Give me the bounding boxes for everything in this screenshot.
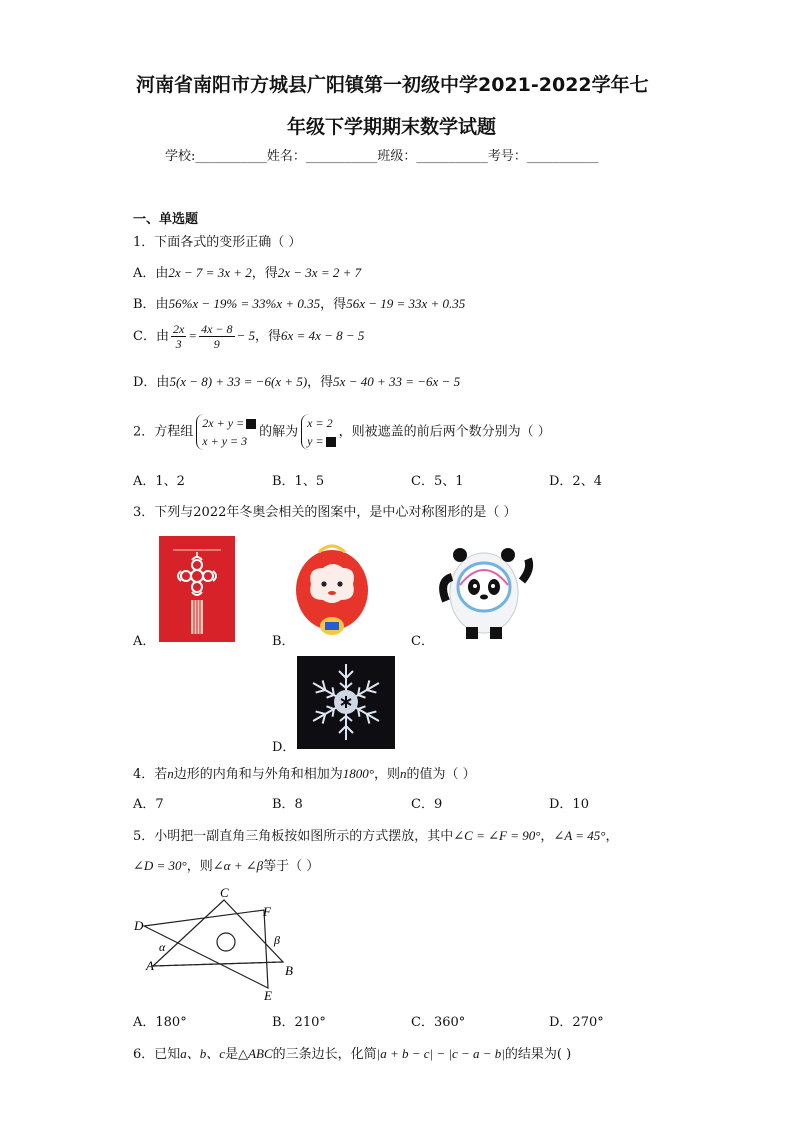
q2-option-d: D．2、4 bbox=[549, 474, 602, 489]
center-circle bbox=[217, 933, 235, 951]
q2-sys2-line2: y = bbox=[307, 434, 324, 448]
q1-c-tail: − 5 bbox=[236, 328, 256, 343]
q1-c-mid: ，得 bbox=[255, 329, 282, 344]
q1-option-b bbox=[133, 295, 465, 314]
q6-stem-mid2: 的三条边长，化简 bbox=[272, 1047, 377, 1062]
q1-b-pre: B．由 bbox=[133, 297, 169, 312]
q1-d-mid: ，得 bbox=[307, 375, 334, 390]
q1-a-math1: 2x − 7 = 3x + 2 bbox=[168, 265, 252, 280]
q2-option-a: A．1、2 bbox=[133, 474, 185, 489]
q5-ask: ∠α + ∠β bbox=[212, 858, 264, 873]
q1-c-math2: 6x = 4x − 8 − 5 bbox=[281, 328, 365, 343]
q1-stem: 1．下面各式的变形正确（ ） bbox=[133, 235, 302, 250]
label-a: A bbox=[146, 958, 154, 973]
q5-cond-2: ∠A = 45° bbox=[553, 828, 606, 843]
q2-stem bbox=[133, 414, 551, 450]
q4-stem-pre: 4．若 bbox=[133, 767, 168, 782]
q1-option-d bbox=[133, 373, 460, 392]
q5-stem-line1 bbox=[133, 827, 619, 846]
q2-cover-block-2 bbox=[326, 437, 336, 447]
q1-c-frac1-den: 3 bbox=[175, 337, 182, 351]
q6-expression: |a + b − c| − |c − a − b| bbox=[376, 1046, 505, 1061]
q3-label-a: A． bbox=[133, 634, 156, 649]
q2-stem-mid: 的解为 bbox=[259, 424, 299, 440]
q2-stem-post: ，则被遮盖的前后两个数分别为（ ） bbox=[338, 424, 551, 440]
q1-c-eq: = bbox=[188, 328, 198, 343]
q5-stem-pre: 5．小明把一副直角三角板按如图所示的方式摆放，其中 bbox=[133, 829, 454, 844]
label-e: E bbox=[264, 988, 272, 1003]
q2-system-1 bbox=[196, 414, 256, 450]
chinese-knot-image bbox=[159, 536, 235, 642]
q5-sep-2: ， bbox=[605, 829, 619, 844]
q5-option-d: D．270° bbox=[549, 1015, 604, 1030]
student-info-line: 学校:___________姓名：___________班级：___________考号：___________ bbox=[165, 149, 599, 164]
q4-stem-mid2: ，则 bbox=[374, 767, 401, 782]
q1-a-pre: A．由 bbox=[133, 266, 169, 281]
q5-stem-mid: ，则 bbox=[186, 859, 213, 874]
q3-label-c: C． bbox=[411, 634, 434, 649]
label-b: B bbox=[285, 963, 293, 978]
q4-option-d: D．10 bbox=[549, 797, 589, 812]
q3-label-b: B． bbox=[272, 634, 295, 649]
q5-sep-1: ， bbox=[540, 829, 554, 844]
q6-stem bbox=[133, 1045, 571, 1064]
label-d: D bbox=[134, 918, 144, 933]
q6-vars: a、b、c bbox=[180, 1046, 226, 1061]
q4-option-b: B．8 bbox=[272, 797, 303, 812]
q5-stem-post: 等于（ ） bbox=[263, 859, 320, 874]
q2-stem-pre: 2．方程组 bbox=[133, 424, 194, 440]
q4-stem-post: 的值为（ ） bbox=[406, 767, 476, 782]
label-alpha: α bbox=[159, 940, 166, 954]
snowflake-image bbox=[297, 656, 395, 749]
q2-sys1-line2: x + y = 3 bbox=[202, 434, 248, 448]
q2-cover-block-1 bbox=[246, 419, 256, 429]
q6-stem-post: 的结果为( ) bbox=[504, 1047, 572, 1062]
q1-d-math1: 5(x − 8) + 33 = −6(x + 5) bbox=[169, 374, 308, 389]
q1-c-pre: C．由 bbox=[133, 329, 169, 344]
section-title: 一、单选题 bbox=[133, 212, 199, 227]
q1-b-math1: 56%x − 19% = 33%x + 0.35 bbox=[168, 296, 321, 311]
q1-d-math2: 5x − 40 + 33 = −6x − 5 bbox=[333, 374, 461, 389]
q2-option-b: B．1、5 bbox=[272, 474, 325, 489]
q1-a-mid: ，得 bbox=[251, 266, 278, 281]
q5-triangle-figure bbox=[130, 884, 300, 1004]
title-line-2: 年级下学期期末数学试题 bbox=[287, 116, 497, 138]
q2-system-2 bbox=[301, 414, 335, 450]
label-beta: β bbox=[274, 933, 280, 947]
q3-label-d: D． bbox=[272, 740, 296, 755]
q1-c-frac2-num: 4x − 8 bbox=[201, 322, 233, 336]
q1-option-c bbox=[133, 322, 364, 351]
lantern-mascot-image bbox=[293, 538, 371, 644]
q2-option-c: C．5、1 bbox=[411, 474, 464, 489]
q1-c-frac1-num: 2x bbox=[172, 322, 185, 336]
q1-c-frac2-den: 9 bbox=[213, 337, 220, 351]
q1-option-a bbox=[133, 264, 361, 283]
q5-cond-1: ∠C = ∠F = 90° bbox=[453, 828, 541, 843]
label-c: C bbox=[220, 885, 229, 900]
q5-option-a: A．180° bbox=[133, 1015, 187, 1030]
q5-option-b: B．210° bbox=[272, 1015, 326, 1030]
q4-stem-mid: 边形的内角和与外角和相加为 bbox=[173, 767, 343, 782]
q4-stem bbox=[133, 765, 476, 784]
q1-c-frac2 bbox=[199, 322, 234, 351]
q3-stem: 3．下列与2022年冬奥会相关的图案中，是中心对称图形的是（ ） bbox=[133, 505, 517, 520]
q4-degree: 1800° bbox=[342, 766, 374, 781]
q4-n-1: n bbox=[167, 766, 174, 781]
q4-option-c: C．9 bbox=[411, 797, 443, 812]
q6-stem-mid: 是 bbox=[225, 1047, 239, 1062]
q2-sys2-line1: x = 2 bbox=[307, 416, 333, 430]
label-f: F bbox=[263, 904, 271, 919]
q5-option-c: C．360° bbox=[411, 1015, 466, 1030]
q1-d-pre: D．由 bbox=[133, 375, 170, 390]
q1-c-frac1 bbox=[171, 322, 186, 351]
q4-n-2: n bbox=[400, 766, 407, 781]
q1-b-math2: 56x − 19 = 33x + 0.35 bbox=[346, 296, 466, 311]
q1-a-math2: 2x − 3x = 2 + 7 bbox=[277, 265, 362, 280]
panda-mascot-image bbox=[432, 541, 538, 643]
q5-stem-line2 bbox=[133, 857, 319, 876]
q4-option-a: A．7 bbox=[133, 797, 164, 812]
q1-b-mid: ，得 bbox=[320, 297, 347, 312]
title-line-1: 河南省南阳市方城县广阳镇第一初级中学2021-2022学年七 bbox=[136, 74, 649, 96]
q6-stem-pre: 6．已知 bbox=[133, 1047, 181, 1062]
q2-sys1-line1: 2x + y = bbox=[202, 416, 245, 430]
q6-triangle: △ABC bbox=[238, 1046, 273, 1061]
q5-cond-3: ∠D = 30° bbox=[133, 858, 187, 873]
